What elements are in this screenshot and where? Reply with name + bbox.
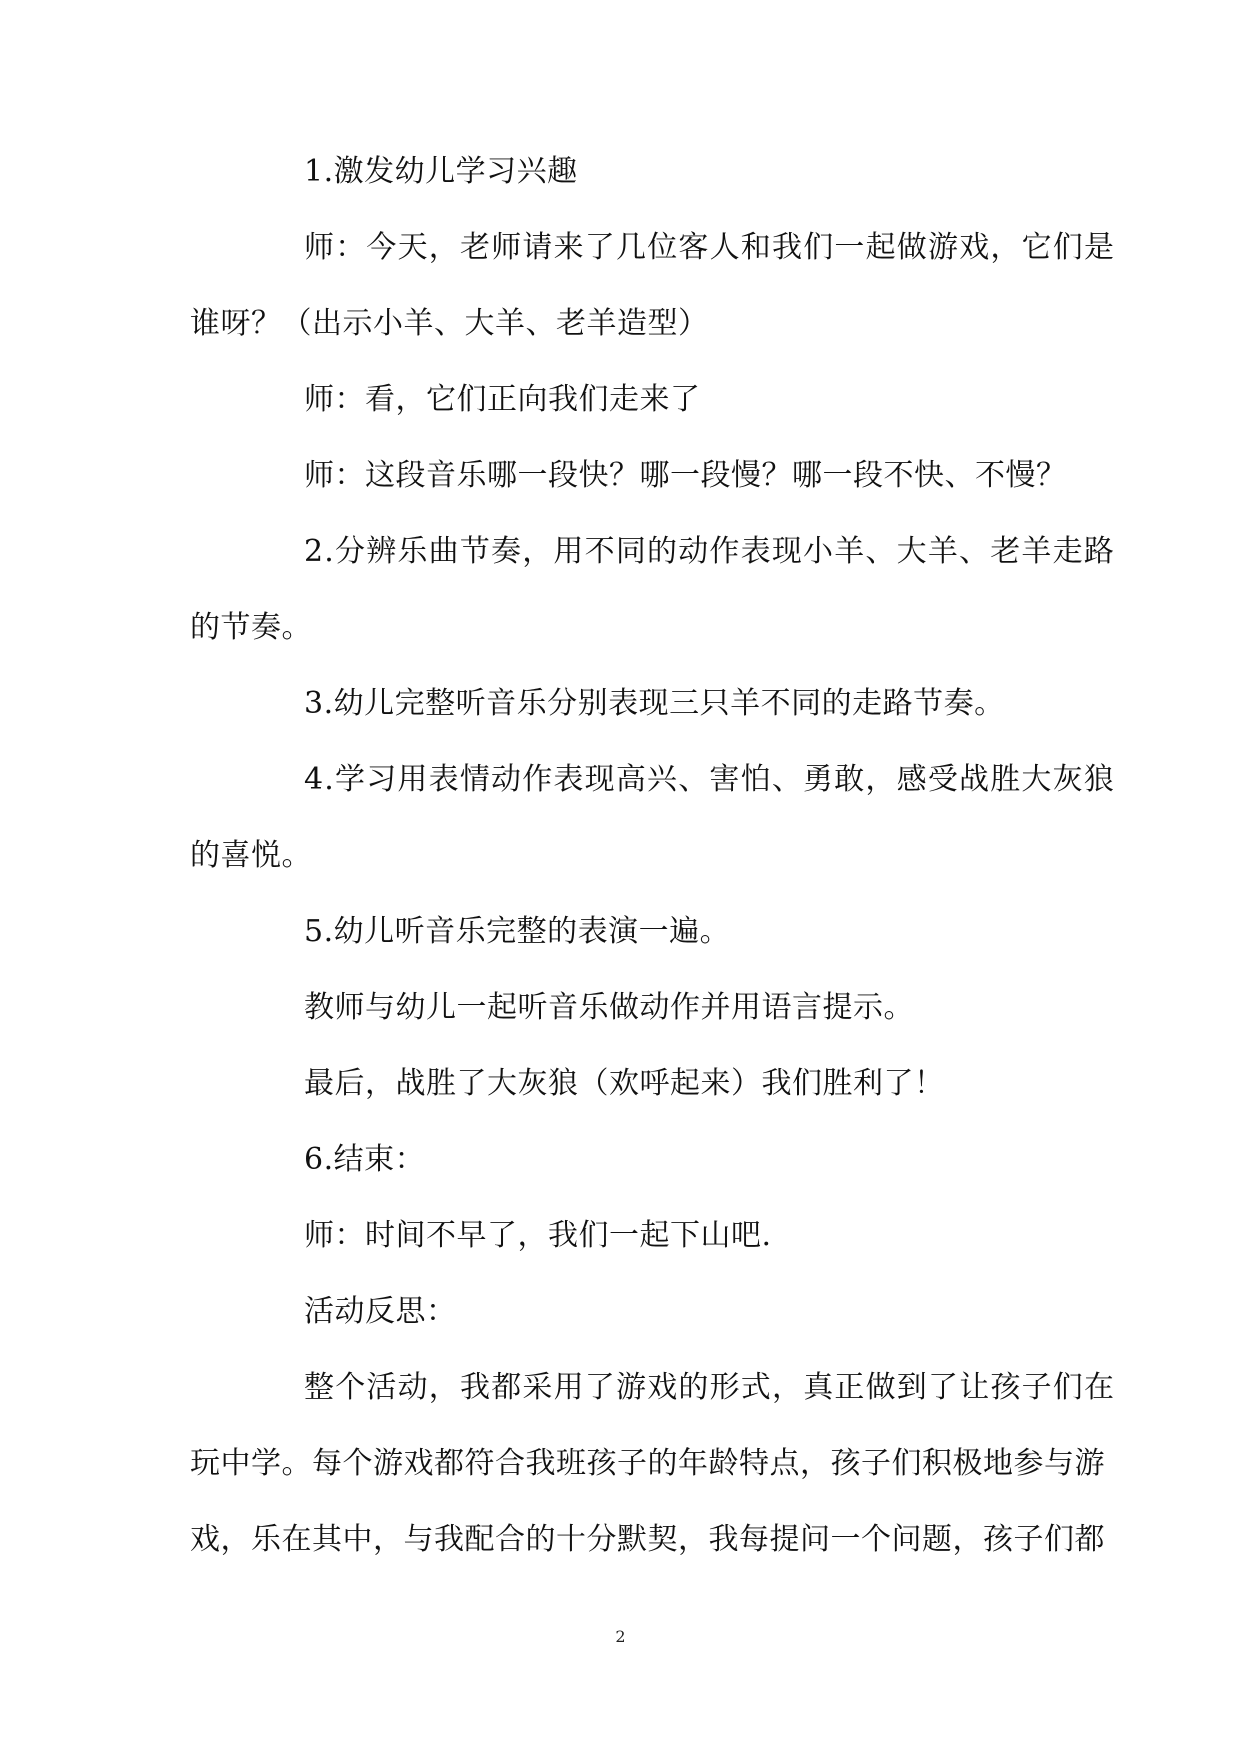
step-4-text-cont: 的喜悦。: [190, 838, 312, 873]
step-4-text: 4.学习用表情动作表现高兴、害怕、勇敢，感受战胜大灰狼: [304, 762, 1116, 797]
step-1-heading: 1.激发幼儿学习兴趣: [304, 154, 578, 189]
reflection-heading: 活动反思：: [304, 1294, 457, 1329]
teacher-prompt-text: 教师与幼儿一起听音乐做动作并用语言提示。: [304, 990, 914, 1025]
teacher-line-intro-cont: 谁呀？（出示小羊、大羊、老羊造型）: [190, 306, 709, 341]
victory-text: 最后，战胜了大灰狼（欢呼起来）我们胜利了！: [304, 1066, 945, 1101]
teacher-line-look: 师：看，它们正向我们走来了: [304, 382, 701, 417]
step-2-text-cont: 的节奏。: [190, 610, 312, 645]
step-2-text: 2.分辨乐曲节奏，用不同的动作表现小羊、大羊、老羊走路: [304, 534, 1116, 569]
teacher-line-question: 师：这段音乐哪一段快？哪一段慢？哪一段不快、不慢？: [304, 458, 1067, 493]
reflection-paragraph-line-2: 玩中学。每个游戏都符合我班孩子的年龄特点，孩子们积极地参与游: [190, 1446, 1105, 1481]
step-5-text: 5.幼儿听音乐完整的表演一遍。: [304, 914, 731, 949]
step-3-text: 3.幼儿完整听音乐分别表现三只羊不同的走路节奏。: [304, 686, 1005, 721]
reflection-paragraph-line-1: 整个活动，我都采用了游戏的形式，真正做到了让孩子们在: [304, 1370, 1116, 1405]
reflection-paragraph-line-3: 戏，乐在其中，与我配合的十分默契，我每提问一个问题，孩子们都: [190, 1522, 1105, 1557]
teacher-line-closing: 师：时间不早了，我们一起下山吧.: [304, 1218, 772, 1253]
teacher-line-intro: 师：今天，老师请来了几位客人和我们一起做游戏，它们是: [304, 230, 1116, 265]
page-number: 2: [615, 1627, 626, 1646]
step-6-heading: 6.结束：: [304, 1142, 426, 1177]
